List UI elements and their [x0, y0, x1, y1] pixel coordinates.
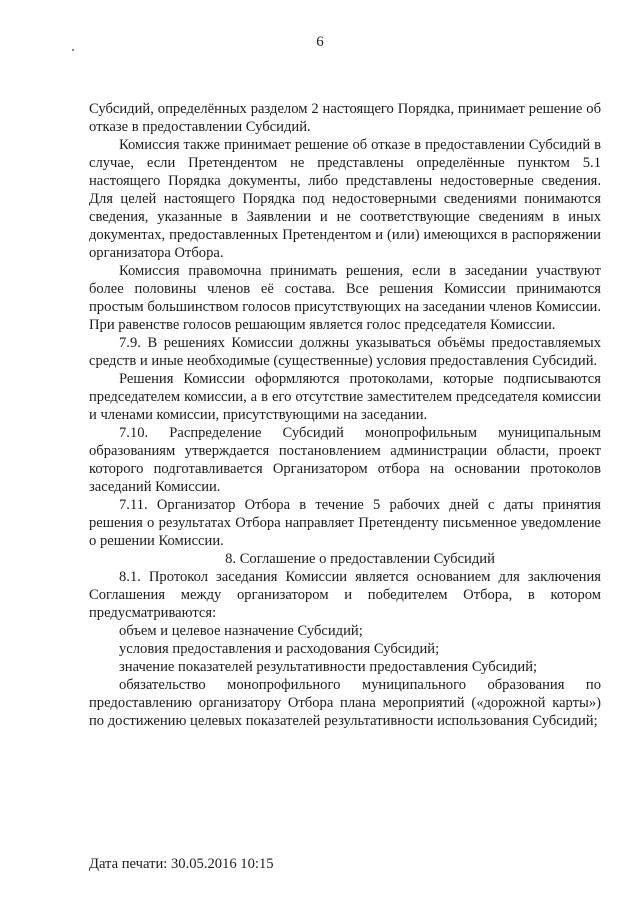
paragraph: 7.9. В решениях Комиссии должны указываться объёмы предоставляемых средств и иные необходимые (существенные) условия предоставления Субсидий. [89, 335, 601, 369]
paragraph: 7.11. Организатор Отбора в течение 5 рабочих дней с даты принятия решения о результатах Отбора направляет Претенденту письменное уведомление о решении Комиссии. [89, 497, 601, 549]
paragraph: Комиссия также принимает решение об отказе в предоставлении Субсидий в случае, если Претендентом не представлены определённые пунктом 5.1 настоящего Порядка документы, либо представлены недостоверные сведения. Для целей настоящего Порядка под недостоверными сведениями понимаются сведения, указанные в Заявлении и не соответствующие сведениям в иных документах, предоставленных Претендентом и (или) имеющихся в распоряжении организатора Отбора. [89, 137, 601, 261]
document-body [89, 100, 601, 730]
paragraph: 7.10. Распределение Субсидий монопрофильным муниципальным образованиям утверждается постановлением администрации области, проект которого подготавливается Организатором отбора на основании протоколов заседаний Комиссии. [89, 425, 601, 495]
paragraph: Комиссия правомочна принимать решения, если в заседании участвуют более половины членов её состава. Все решения Комиссии принимаются простым большинством голосов присутствующих на заседании членов Комиссии. При равенстве голосов решающим является голос председателя Комиссии. [89, 263, 601, 333]
list-item: объем и целевое назначение Субсидий; [119, 623, 363, 639]
paragraph: 8.1. Протокол заседания Комиссии является основанием для заключения Соглашения между организатором и победителем Отбора, в котором предусматриваются: [89, 569, 601, 621]
print-date: Дата печати: 30.05.2016 10:15 [89, 856, 274, 872]
paragraph: Решения Комиссии оформляются протоколами, которые подписываются председателем комиссии, а в его отсутствие заместителем председателя комиссии и членами комиссии, присутствующими на заседании. [89, 371, 601, 423]
list-item: значение показателей результативности предоставления Субсидий; [119, 659, 538, 675]
list-item: обязательство монопрофильного муниципального образования по предоставлению организатору Отбора плана мероприятий («дорожной карты») по достижению целевых показателей результативности использования Субсидий; [89, 677, 601, 729]
page-number: 6 [316, 34, 324, 50]
section-heading: 8. Соглашение о предоставлении Субсидий [225, 551, 495, 567]
paragraph: Субсидий, определённых разделом 2 настоящего Порядка, принимает решение об отказе в предоставлении Субсидий. [89, 101, 601, 135]
list-item: условия предоставления и расходования Субсидий; [119, 641, 440, 657]
